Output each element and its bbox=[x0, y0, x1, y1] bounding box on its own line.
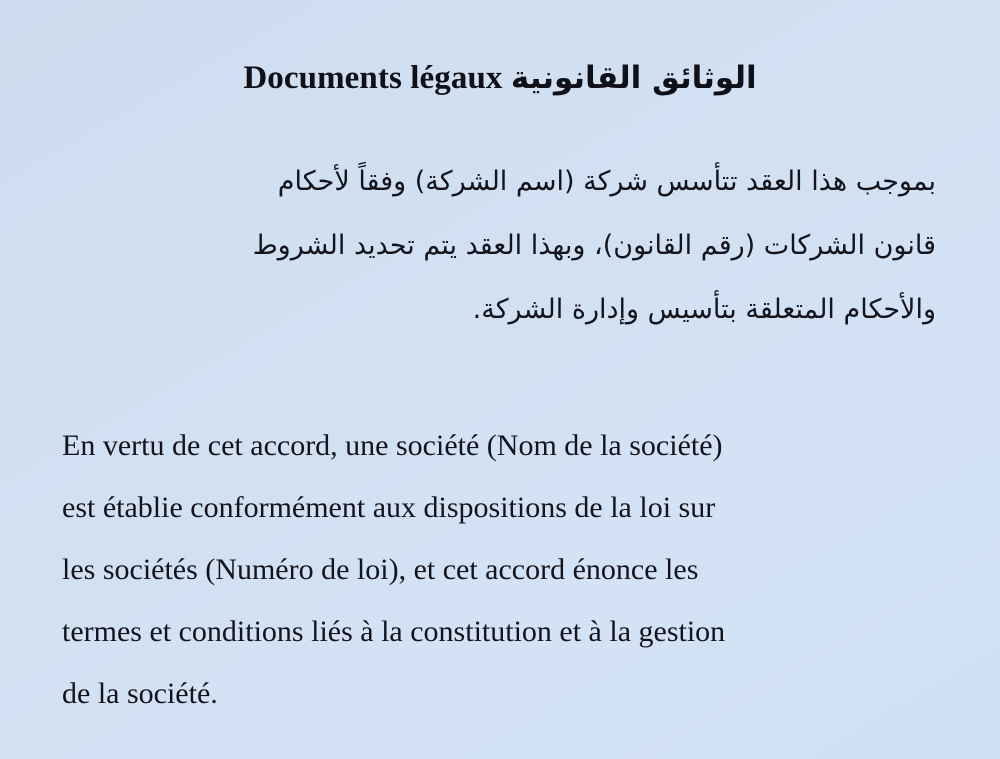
page-title-separator bbox=[503, 60, 511, 96]
french-paragraph-line: les sociétés (Numéro de loi), et cet accord énonce les bbox=[62, 553, 699, 586]
french-paragraph-line: est établie conformément aux dispositions de la loi sur bbox=[62, 491, 716, 524]
french-paragraph-line: termes et conditions liés à la constitution et à la gestion bbox=[62, 615, 726, 648]
french-paragraph-line: de la société. bbox=[62, 677, 218, 710]
page-title-french: Documents légaux bbox=[243, 60, 503, 97]
arabic-paragraph bbox=[64, 150, 936, 342]
arabic-paragraph-line: بموجب هذا العقد تتأسس شركة (اسم الشركة) وفقاً لأحكام bbox=[277, 166, 936, 197]
page-title-arabic: الوثائق القانونية bbox=[510, 60, 757, 97]
arabic-paragraph-line: والأحكام المتعلقة بتأسيس وإدارة الشركة. bbox=[472, 294, 936, 325]
french-paragraph bbox=[62, 415, 952, 725]
page-title bbox=[0, 58, 1000, 99]
french-paragraph-line: En vertu de cet accord, une société (Nom de la société) bbox=[62, 429, 723, 462]
arabic-paragraph-line: قانون الشركات (رقم القانون)، وبهذا العقد يتم تحديد الشروط bbox=[252, 230, 936, 261]
